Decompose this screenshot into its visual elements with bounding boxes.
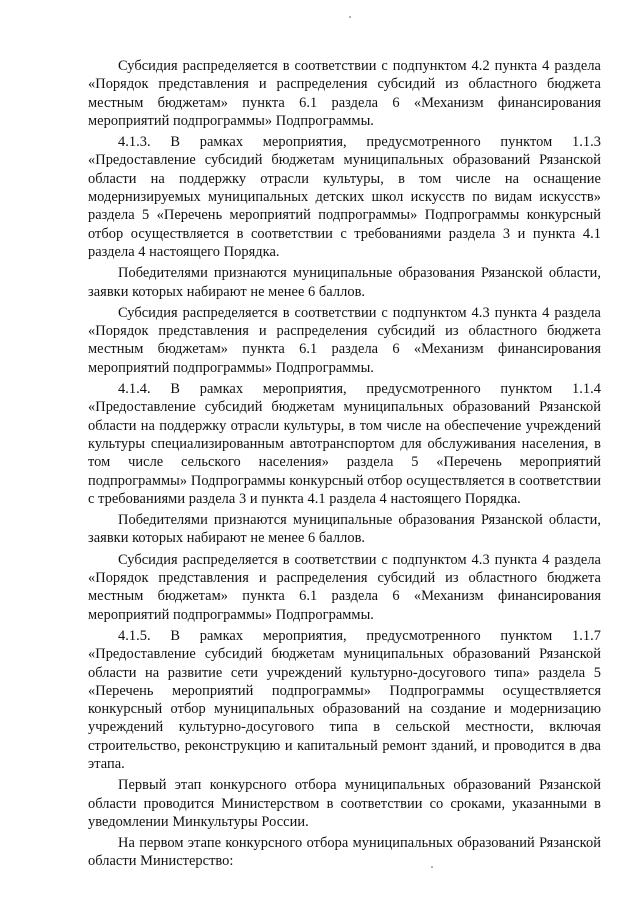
paragraph-4-1-5: 4.1.5. В рамках мероприятия, предусмотренного пунктом 1.1.7 «Предоставление субсидий бюджетам муниципальных образований Рязанской области на развитие сети учреждений культурно-досугового типа» раздела 5 «Перечень мероприятий подпрограммы» Подпрограммы осуществляется конкурсный отбор муниципальных образований на создание и модернизацию учреждений культурно-досугового типа в сельской местности, включая строительство, реконструкцию и капитальный ремонт зданий, и проводится в два этапа. (88, 627, 601, 772)
paragraph-winners-1: Победителями признаются муниципальные образования Рязанской области, заявки которых набирают не менее 6 баллов. (88, 265, 601, 300)
paragraph-4-1-4: 4.1.4. В рамках мероприятия, предусмотренного пунктом 1.1.4 «Предоставление субсидий бюджетам муниципальных образований Рязанской области на поддержку отрасли культуры, в том числе на обеспечение учреждений культуры специализированным автотранспортом для обслуживания населения, в том числе сельского населения» раздела 5 «Перечень мероприятий подпрограммы» Подпрограммы конкурсный отбор осуществляется в соответствии с требованиями раздела 3 и пункта 4.1 раздела 4 настоящего Порядка. (88, 381, 601, 507)
paragraph-winners-2: Победителями признаются муниципальные образования Рязанской области, заявки которых набирают не менее 6 баллов. (88, 512, 601, 547)
paragraph-subsidy-4-3-b: Субсидия распределяется в соответствии с подпунктом 4.3 пункта 4 раздела «Порядок представления и распределения субсидий из областного бюджета местным бюджетам» пункта 6.1 раздела 6 «Механизм финансирования мероприятий подпрограммы» Подпрограммы. (88, 551, 601, 623)
scan-speck (349, 16, 351, 18)
paragraph-first-stage: Первый этап конкурсного отбора муниципальных образований Рязанской области проводится Министерством в соответствии со сроками, указанными в уведомлении Минкультуры России. (88, 777, 601, 830)
paragraph-subsidy-4-2: Субсидия распределяется в соответствии с подпунктом 4.2 пункта 4 раздела «Порядок представления и распределения субсидий из областного бюджета местным бюджетам» пункта 6.1 раздела 6 «Механизм финансирования мероприятий подпрограммы» Подпрограммы. (88, 58, 601, 129)
document-page (88, 57, 601, 874)
paragraph-subsidy-4-3-a: Субсидия распределяется в соответствии с подпунктом 4.3 пункта 4 раздела «Порядок представления и распределения субсидий из областного бюджета местным бюджетам» пункта 6.1 раздела 6 «Механизм финансирования мероприятий подпрограммы» Подпрограммы. (88, 304, 601, 376)
scan-speck (431, 866, 433, 868)
paragraph-4-1-3: 4.1.3. В рамках мероприятия, предусмотренного пунктом 1.1.3 «Предоставление субсидий бюджетам муниципальных образований Рязанской области на поддержку отрасли культуры, в том числе на оснащение модернизируемых муниципальных детских школ искусств по видам искусств» раздела 5 «Перечень мероприятий подпрограммы» Подпрограммы конкурсный отбор осуществляется в соответствии с требованиями раздела 3 и пункта 4.1 раздела 4 настоящего Порядка. (88, 134, 601, 260)
paragraph-ministry-first-stage: На первом этапе конкурсного отбора муниципальных образований Рязанской области Министерство: (88, 835, 601, 870)
